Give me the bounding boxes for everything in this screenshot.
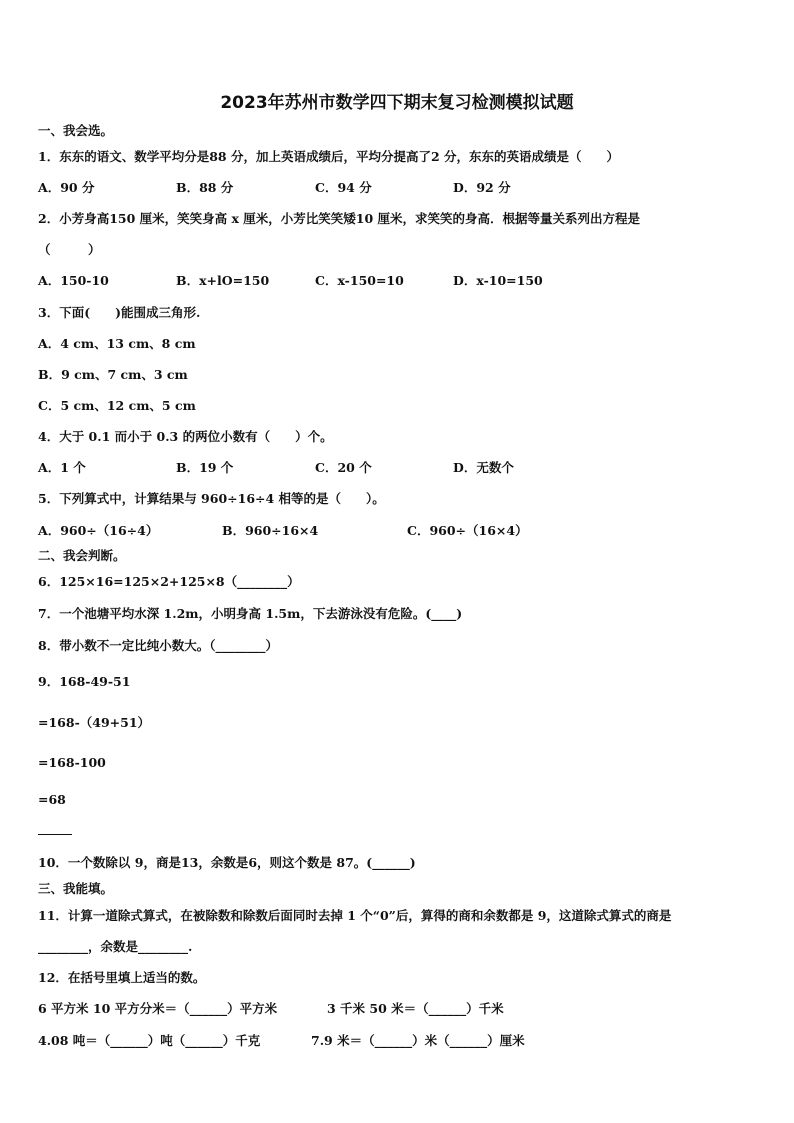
q2-option-d: D．x-10=150 [453, 273, 543, 288]
q5-option-b: B．960÷16×4 [222, 523, 319, 538]
q3-option-c: C．5 cm、12 cm、5 cm [38, 398, 196, 413]
q2-option-a: A．150-10 [38, 273, 109, 288]
q12-item-2: 3 千米 50 米＝（______）千米 [327, 1001, 504, 1016]
section-heading-fill: 三、我能填。 [38, 881, 114, 896]
q5-option-c: C．960÷（16×4） [407, 523, 528, 538]
q4-option-a: A．1 个 [38, 460, 86, 475]
question-7: 7．一个池塘平均水深 1.2m，小明身高 1.5m，下去游泳没有危险。(____) [38, 606, 463, 621]
question-1: 1．东东的语文、数学平均分是88 分，加上英语成绩后，平均分提高了2 分，东东的英语成绩是（ ） [38, 149, 619, 164]
question-9-line-1: 9．168-49-51 [38, 674, 131, 689]
q1-option-b: B．88 分 [176, 180, 234, 195]
q12-item-1: 6 平方米 10 平方分米＝（______）平方米 [38, 1001, 278, 1016]
q1-option-c: C．94 分 [315, 180, 372, 195]
q1-option-d: D．92 分 [453, 180, 511, 195]
question-2: 2．小芳身高150 厘米，笑笑身高 x 厘米，小芳比笑笑矮10 厘米，求笑笑的身高．根据等量关系列出方程是 [38, 211, 641, 226]
q4-option-c: C．20 个 [315, 460, 372, 475]
q2-option-b: B．x+lO=150 [176, 273, 270, 288]
question-12: 12．在括号里填上适当的数。 [38, 970, 206, 985]
question-2-bracket: （ ） [38, 242, 101, 257]
q12-item-3: 4.08 吨＝（______）吨（______）千克 [38, 1033, 261, 1048]
question-10: 10．一个数除以 9，商是13，余数是6，则这个数是 87。(______) [38, 855, 416, 870]
question-11-blanks: ________，余数是________. [38, 939, 193, 954]
q5-option-a: A．960÷（16÷4） [38, 523, 159, 538]
q2-option-c: C．x-150=10 [315, 273, 404, 288]
q3-option-a: A．4 cm、13 cm、8 cm [38, 336, 196, 351]
question-8: 8．带小数不一定比纯小数大。（________） [38, 638, 278, 653]
q1-option-a: A．90 分 [38, 180, 95, 195]
page-title: 2023年苏州市数学四下期末复习检测模拟试题 [220, 93, 574, 113]
question-4: 4．大于 0.1 而小于 0.3 的两位小数有（ ）个。 [38, 429, 333, 444]
question-5: 5．下列算式中，计算结果与 960÷16÷4 相等的是（ ）。 [38, 491, 385, 506]
q12-item-4: 7.9 米＝（______）米（______）厘米 [311, 1033, 525, 1048]
question-6: 6．125×16=125×2+125×8（________） [38, 574, 300, 589]
q4-option-b: B．19 个 [176, 460, 234, 475]
q4-option-d: D．无数个 [453, 460, 514, 475]
section-heading-judge: 二、我会判断。 [38, 548, 126, 563]
question-11: 11．计算一道除式算式，在被除数和除数后面同时去掉 1 个“0”后，算得的商和余数都是 9，这道除式算式的商是 [38, 908, 672, 923]
question-9-line-4: =68 [38, 792, 66, 807]
question-9-line-2: =168-（49+51） [38, 715, 151, 730]
section-heading-choice: 一、我会选。 [38, 123, 114, 138]
q3-option-b: B．9 cm、7 cm、3 cm [38, 367, 188, 382]
question-9-answer-blank [38, 834, 72, 835]
question-9-line-3: =168-100 [38, 755, 106, 770]
question-3: 3．下面( )能围成三角形. [38, 305, 201, 320]
